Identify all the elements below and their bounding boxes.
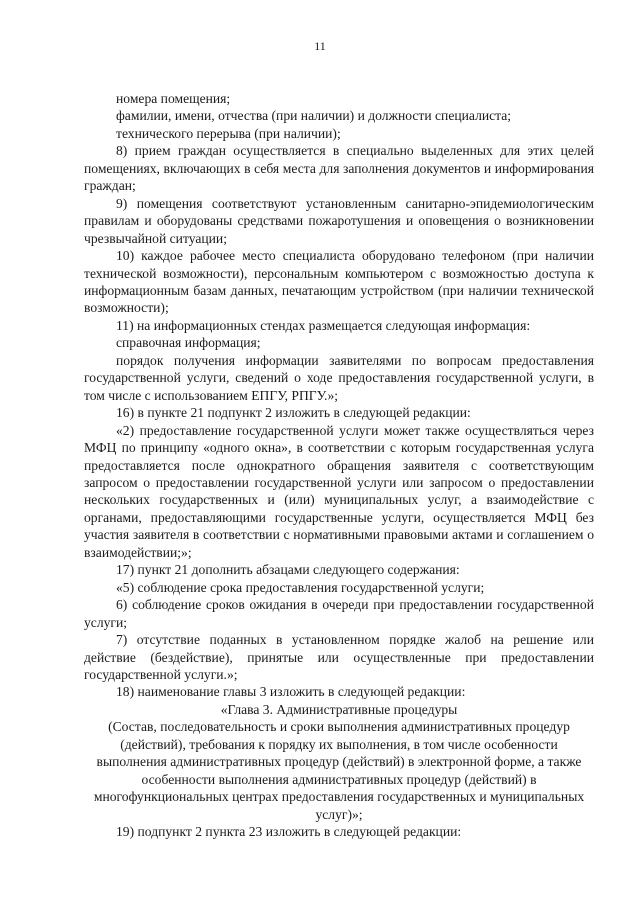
- page-number: 11: [314, 39, 326, 53]
- paragraph: технического перерыва (при наличии);: [116, 125, 341, 141]
- paragraph: «2) предоставление государственной услуги может также осуществляться через МФЦ по принципу «одного окна», в соответствии с которым государственная услуга предоставляется после однократного обращения заявителя с соответствующим запросом о предоставлении государственной услуги или запросом о предоставлении нескольких государственных и (или) муниципальных услуг, а взаимодействие с органами, предоставляющими государственные услуги, осуществляется МФЦ без участия заявителя в соответствии с нормативными правовыми актами и соглашением о взаимодействии;»;: [84, 422, 594, 560]
- paragraph: 11) на информационных стендах размещается следующая информация:: [116, 317, 531, 333]
- paragraph: 10) каждое рабочее место специалиста оборудовано телефоном (при наличии технической возможности), персональным компьютером с возможностью доступа к информационным базам данных, печатающим устройством (при наличии технической возможности);: [84, 248, 594, 316]
- paragraph: 7) отсутствие поданных в установленном порядке жалоб на решение или действие (бездействие), принятые или осуществленные при предоставлении государственной услуги.»;: [84, 632, 594, 682]
- chapter-heading: «Глава 3. Административные процедуры: [220, 701, 458, 717]
- paragraph: 18) наименование главы 3 изложить в следующей редакции:: [116, 684, 466, 700]
- paragraph: справочная информация;: [116, 335, 261, 351]
- paragraph: 9) помещения соответствуют установленным санитарно-эпидемиологическим правилам и оборудованы средствами пожаротушения и оповещения о возникновении чрезвычайной ситуации;: [84, 195, 594, 246]
- document-body: [84, 90, 594, 840]
- paragraph: «5) соблюдение срока предоставления государственной услуги;: [116, 579, 485, 595]
- paragraph: 16) в пункте 21 подпункт 2 изложить в следующей редакции:: [116, 405, 471, 421]
- paragraph: фамилии, имени, отчества (при наличии) и должности специалиста;: [116, 108, 512, 124]
- paragraph: 8) прием граждан осуществляется в специально выделенных для этих целей помещениях, включающих в себя места для заполнения документов и информирования граждан;: [84, 143, 594, 194]
- paragraph: номера помещения;: [116, 91, 231, 106]
- chapter-subheading: (Состав, последовательность и сроки выполнения административных процедур (действий), требования к порядку их выполнения, в том числе особенности выполнения административных процедур (действий) в электронной форме, а также особенности выполнения административных процедур (действий) в многофункциональных центрах предоставления государственных и муниципальных услуг)»;: [93, 719, 585, 822]
- paragraph: 6) соблюдение сроков ожидания в очереди при предоставлении государственной услуги;: [84, 597, 594, 630]
- paragraph: 17) пункт 21 дополнить абзацами следующего содержания:: [116, 562, 460, 578]
- paragraph: 19) подпункт 2 пункта 23 изложить в следующей редакции:: [116, 824, 462, 840]
- paragraph: порядок получения информации заявителями по вопросам предоставления государственной услуги, сведений о ходе предоставления государственной услуги, в том числе с использованием ЕПГУ, РПГУ.»;: [84, 352, 594, 403]
